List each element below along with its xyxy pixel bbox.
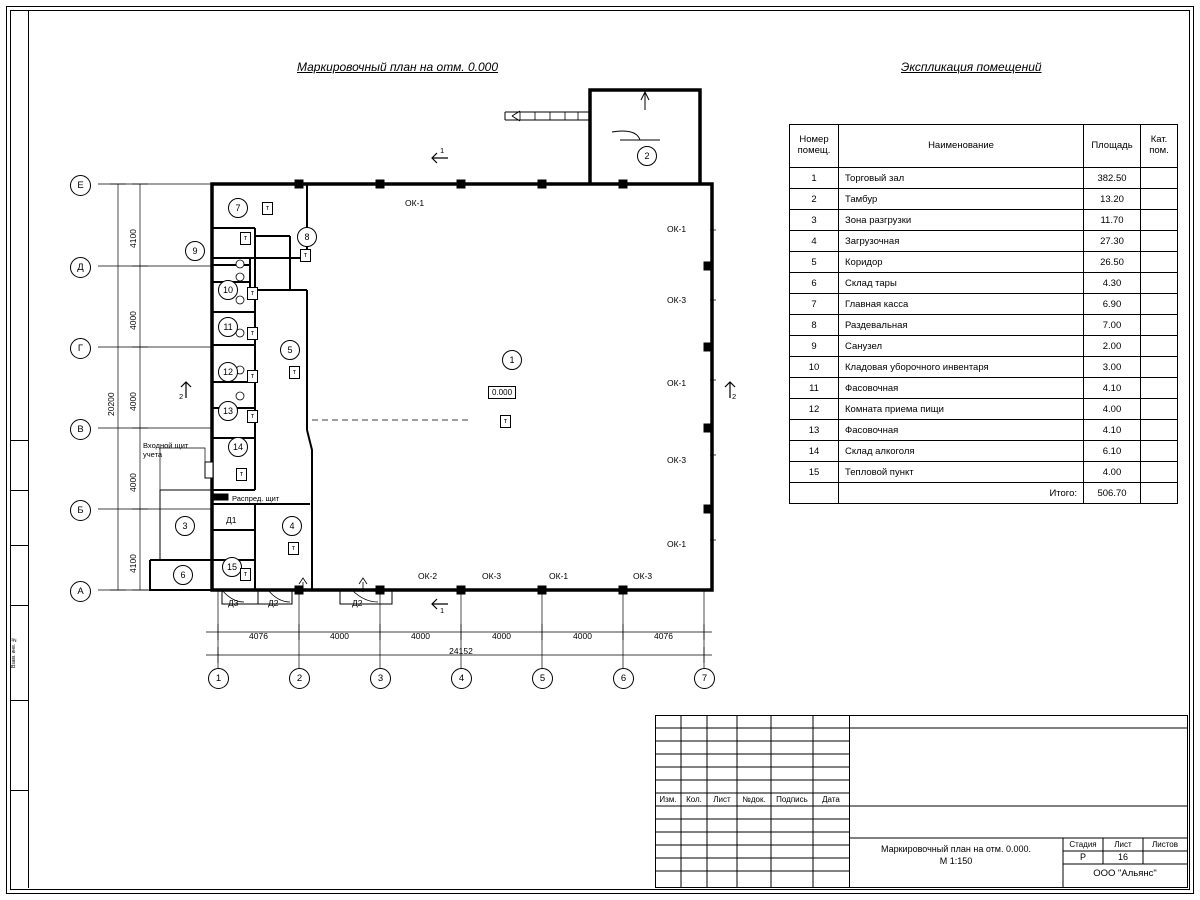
stamp-col-podpis: Подпись	[776, 795, 808, 804]
exp-cell-category	[1141, 420, 1178, 441]
exp-cell-category	[1141, 210, 1178, 231]
margin-divider-6	[10, 790, 28, 791]
exp-cell-number: 10	[790, 357, 839, 378]
window-label-right-1: ОК-1	[667, 224, 687, 234]
axis-marker-V: В	[70, 419, 91, 440]
margin-label-vzam: Взам. инв. №	[11, 636, 17, 669]
margin-divider-2	[10, 490, 28, 491]
exp-cell-category	[1141, 378, 1178, 399]
table-row	[790, 378, 1178, 399]
exp-cell-name: Фасовочная	[839, 420, 1084, 441]
table-row	[790, 252, 1178, 273]
room-marker-2: 2	[637, 146, 657, 166]
table-row	[790, 420, 1178, 441]
exp-cell-area: 6.10	[1084, 441, 1141, 462]
exp-cell-category	[1141, 357, 1178, 378]
exp-cell-area: 6.90	[1084, 294, 1141, 315]
level-mark-tag: 0.000	[488, 386, 516, 399]
stamp-stage-header: Стадия	[1069, 840, 1097, 849]
dim-h-4: 4000	[492, 631, 511, 641]
stamp-col-list: Лист	[713, 795, 731, 804]
dim-v-5: 4100	[128, 554, 138, 573]
explication-title: Экспликация помещений	[901, 60, 1042, 74]
margin-divider-1	[10, 440, 28, 441]
room-marker-6: 6	[173, 565, 193, 585]
window-label-right-5: ОК-1	[667, 539, 687, 549]
exp-cell-name: Главная касса	[839, 294, 1084, 315]
window-label-bottom-4: ОК-3	[633, 571, 653, 581]
table-row	[790, 210, 1178, 231]
exp-cell-number: 9	[790, 336, 839, 357]
window-label-top-1: ОК-1	[405, 198, 425, 208]
room-marker-10: 10	[218, 280, 238, 300]
room-marker-4: 4	[282, 516, 302, 536]
door-label-D2a: Д2	[268, 598, 279, 608]
table-row	[790, 231, 1178, 252]
exp-header-number: Номер помещ.	[790, 125, 839, 168]
exp-cell-area: 4.10	[1084, 420, 1141, 441]
stamp-sheets-header: Листов	[1152, 840, 1178, 849]
table-row	[790, 168, 1178, 189]
table-row	[790, 189, 1178, 210]
exp-cell-area: 2.00	[1084, 336, 1141, 357]
total-value: 506.70	[1084, 483, 1141, 504]
section-mark-2-left: 2	[179, 392, 184, 401]
exp-cell-number: 1	[790, 168, 839, 189]
exp-cell-number: 4	[790, 231, 839, 252]
dim-v-3: 4000	[128, 392, 138, 411]
total-category	[1141, 483, 1178, 504]
window-label-bottom-3: ОК-1	[549, 571, 569, 581]
fixture-tag-9: т	[236, 468, 247, 481]
room-marker-11: 11	[218, 317, 238, 337]
axis-marker-D: Д	[70, 257, 91, 278]
exp-cell-number: 7	[790, 294, 839, 315]
exp-cell-area: 7.00	[1084, 315, 1141, 336]
dim-h-5: 4000	[573, 631, 592, 641]
exp-cell-category	[1141, 441, 1178, 462]
axis-marker-E: Е	[70, 175, 91, 196]
exp-cell-number: 2	[790, 189, 839, 210]
dim-v-1: 4100	[128, 229, 138, 248]
dim-h-3: 4000	[411, 631, 430, 641]
exp-cell-name: Торговый зал	[839, 168, 1084, 189]
axis-marker-3: 3	[370, 668, 391, 689]
fixture-tag-3: т	[300, 249, 311, 262]
exp-cell-number: 15	[790, 462, 839, 483]
exp-cell-category	[1141, 273, 1178, 294]
exp-cell-category	[1141, 462, 1178, 483]
stamp-company: ООО "Альянс"	[1093, 868, 1157, 879]
room-marker-15: 15	[222, 557, 242, 577]
table-row	[790, 441, 1178, 462]
dim-v-4: 4000	[128, 473, 138, 492]
dim-h-6: 4076	[654, 631, 673, 641]
axis-marker-5: 5	[532, 668, 553, 689]
room-marker-5: 5	[280, 340, 300, 360]
fixture-tag-4: т	[247, 287, 258, 300]
stamp-sheet-value: 16	[1117, 852, 1128, 862]
dim-h-2: 4000	[330, 631, 349, 641]
exp-cell-name: Коридор	[839, 252, 1084, 273]
margin-divider-4	[10, 605, 28, 606]
exp-cell-area: 27.30	[1084, 231, 1141, 252]
exp-cell-area: 382.50	[1084, 168, 1141, 189]
exp-cell-area: 26.50	[1084, 252, 1141, 273]
exp-header-area: Площадь	[1084, 125, 1141, 168]
exp-cell-category	[1141, 294, 1178, 315]
table-row	[790, 357, 1178, 378]
total-row	[790, 483, 1178, 504]
stamp-sheet-header: Лист	[1114, 840, 1132, 849]
window-label-bottom-2: ОК-3	[482, 571, 502, 581]
exp-cell-area: 4.00	[1084, 399, 1141, 420]
table-row	[790, 462, 1178, 483]
dim-h-1: 4076	[249, 631, 268, 641]
fixture-tag-10: т	[288, 542, 299, 555]
table-row	[790, 336, 1178, 357]
axis-marker-1: 1	[208, 668, 229, 689]
fixture-tag-1: т	[262, 202, 273, 215]
axis-marker-A: А	[70, 581, 91, 602]
exp-cell-category	[1141, 315, 1178, 336]
exp-cell-name: Склад тары	[839, 273, 1084, 294]
stamp-col-kol: Кол.	[686, 795, 702, 804]
exp-cell-number: 11	[790, 378, 839, 399]
dim-v-total: 20200	[106, 392, 116, 416]
door-label-D3: Д3	[228, 598, 239, 608]
stamp-col-ndok: №док.	[742, 795, 766, 804]
room-marker-14: 14	[228, 437, 248, 457]
exp-cell-name: Тамбур	[839, 189, 1084, 210]
exp-cell-number: 3	[790, 210, 839, 231]
room-marker-7: 7	[228, 198, 248, 218]
door-label-D2b: Д2	[352, 598, 363, 608]
margin-divider-3	[10, 545, 28, 546]
room-marker-1: 1	[502, 350, 522, 370]
exp-cell-number: 13	[790, 420, 839, 441]
stamp-col-data: Дата	[822, 795, 840, 804]
exp-cell-name: Тепловой пункт	[839, 462, 1084, 483]
exp-cell-name: Раздевальная	[839, 315, 1084, 336]
exp-header-name: Наименование	[839, 125, 1084, 168]
exp-cell-area: 3.00	[1084, 357, 1141, 378]
room-marker-9: 9	[185, 241, 205, 261]
distribution-panel-label: Распред. щит	[232, 494, 280, 503]
exp-header-category: Кат. пом.	[1141, 125, 1178, 168]
dim-v-2: 4000	[128, 311, 138, 330]
sheet-margin-strip	[10, 10, 29, 888]
plan-title: Маркировочный план на отм. 0.000	[297, 60, 499, 74]
exp-cell-area: 4.10	[1084, 378, 1141, 399]
door-label-D1: Д1	[226, 515, 237, 525]
exp-cell-area: 13.20	[1084, 189, 1141, 210]
explication-table	[789, 124, 1178, 504]
exp-cell-number: 8	[790, 315, 839, 336]
exp-cell-name: Загрузочная	[839, 231, 1084, 252]
fixture-tag-6: т	[289, 366, 300, 379]
exp-cell-name: Кладовая уборочного инвентаря	[839, 357, 1084, 378]
window-label-bottom-1: ОК-2	[418, 571, 438, 581]
title-block	[655, 715, 1188, 888]
entrance-panel-label: Входной щит учета	[143, 441, 189, 459]
table-row	[790, 294, 1178, 315]
window-label-right-2: ОК-3	[667, 295, 687, 305]
fixture-tag-7: т	[247, 370, 258, 383]
stamp-drawing-name: Маркировочный план на отм. 0.000. М 1:150	[881, 844, 1031, 867]
axis-marker-7: 7	[694, 668, 715, 689]
exp-cell-number: 14	[790, 441, 839, 462]
window-label-right-3: ОК-1	[667, 378, 687, 388]
exp-cell-category	[1141, 252, 1178, 273]
exp-cell-number: 12	[790, 399, 839, 420]
room-marker-13: 13	[218, 401, 238, 421]
axis-marker-4: 4	[451, 668, 472, 689]
section-mark-2-right: 2	[732, 392, 737, 401]
axis-marker-6: 6	[613, 668, 634, 689]
exp-cell-area: 11.70	[1084, 210, 1141, 231]
room-marker-8: 8	[297, 227, 317, 247]
margin-divider-5	[10, 700, 28, 701]
exp-cell-category	[1141, 231, 1178, 252]
exp-cell-category	[1141, 189, 1178, 210]
section-mark-1-bottom: 1	[440, 606, 445, 615]
room-marker-12: 12	[218, 362, 238, 382]
exp-cell-name: Зона разгрузки	[839, 210, 1084, 231]
table-row	[790, 399, 1178, 420]
dim-h-total: 24152	[449, 646, 473, 656]
room-marker-3: 3	[175, 516, 195, 536]
total-label: Итого:	[839, 483, 1084, 504]
exp-cell-name: Склад алкоголя	[839, 441, 1084, 462]
exp-cell-name: Санузел	[839, 336, 1084, 357]
exp-cell-name: Комната приема пищи	[839, 399, 1084, 420]
fixture-tag-5: т	[247, 327, 258, 340]
exp-cell-category	[1141, 399, 1178, 420]
axis-marker-G: Г	[70, 338, 91, 359]
exp-cell-number: 6	[790, 273, 839, 294]
fixture-tag-8: т	[247, 410, 258, 423]
fixture-tag-11: т	[240, 568, 251, 581]
exp-cell-category	[1141, 336, 1178, 357]
table-row	[790, 315, 1178, 336]
exp-cell-category	[1141, 168, 1178, 189]
exp-cell-name: Фасовочная	[839, 378, 1084, 399]
axis-marker-B: Б	[70, 500, 91, 521]
window-label-right-4: ОК-3	[667, 455, 687, 465]
exp-cell-number: 5	[790, 252, 839, 273]
table-row	[790, 273, 1178, 294]
fixture-tag-12: т	[500, 415, 511, 428]
fixture-tag-2: т	[240, 232, 251, 245]
exp-cell-area: 4.30	[1084, 273, 1141, 294]
total-spacer	[790, 483, 839, 504]
axis-marker-2: 2	[289, 668, 310, 689]
section-mark-1-top: 1	[440, 146, 445, 155]
stamp-col-izm: Изм.	[659, 795, 677, 804]
exp-cell-area: 4.00	[1084, 462, 1141, 483]
stamp-stage-value: Р	[1079, 852, 1086, 862]
